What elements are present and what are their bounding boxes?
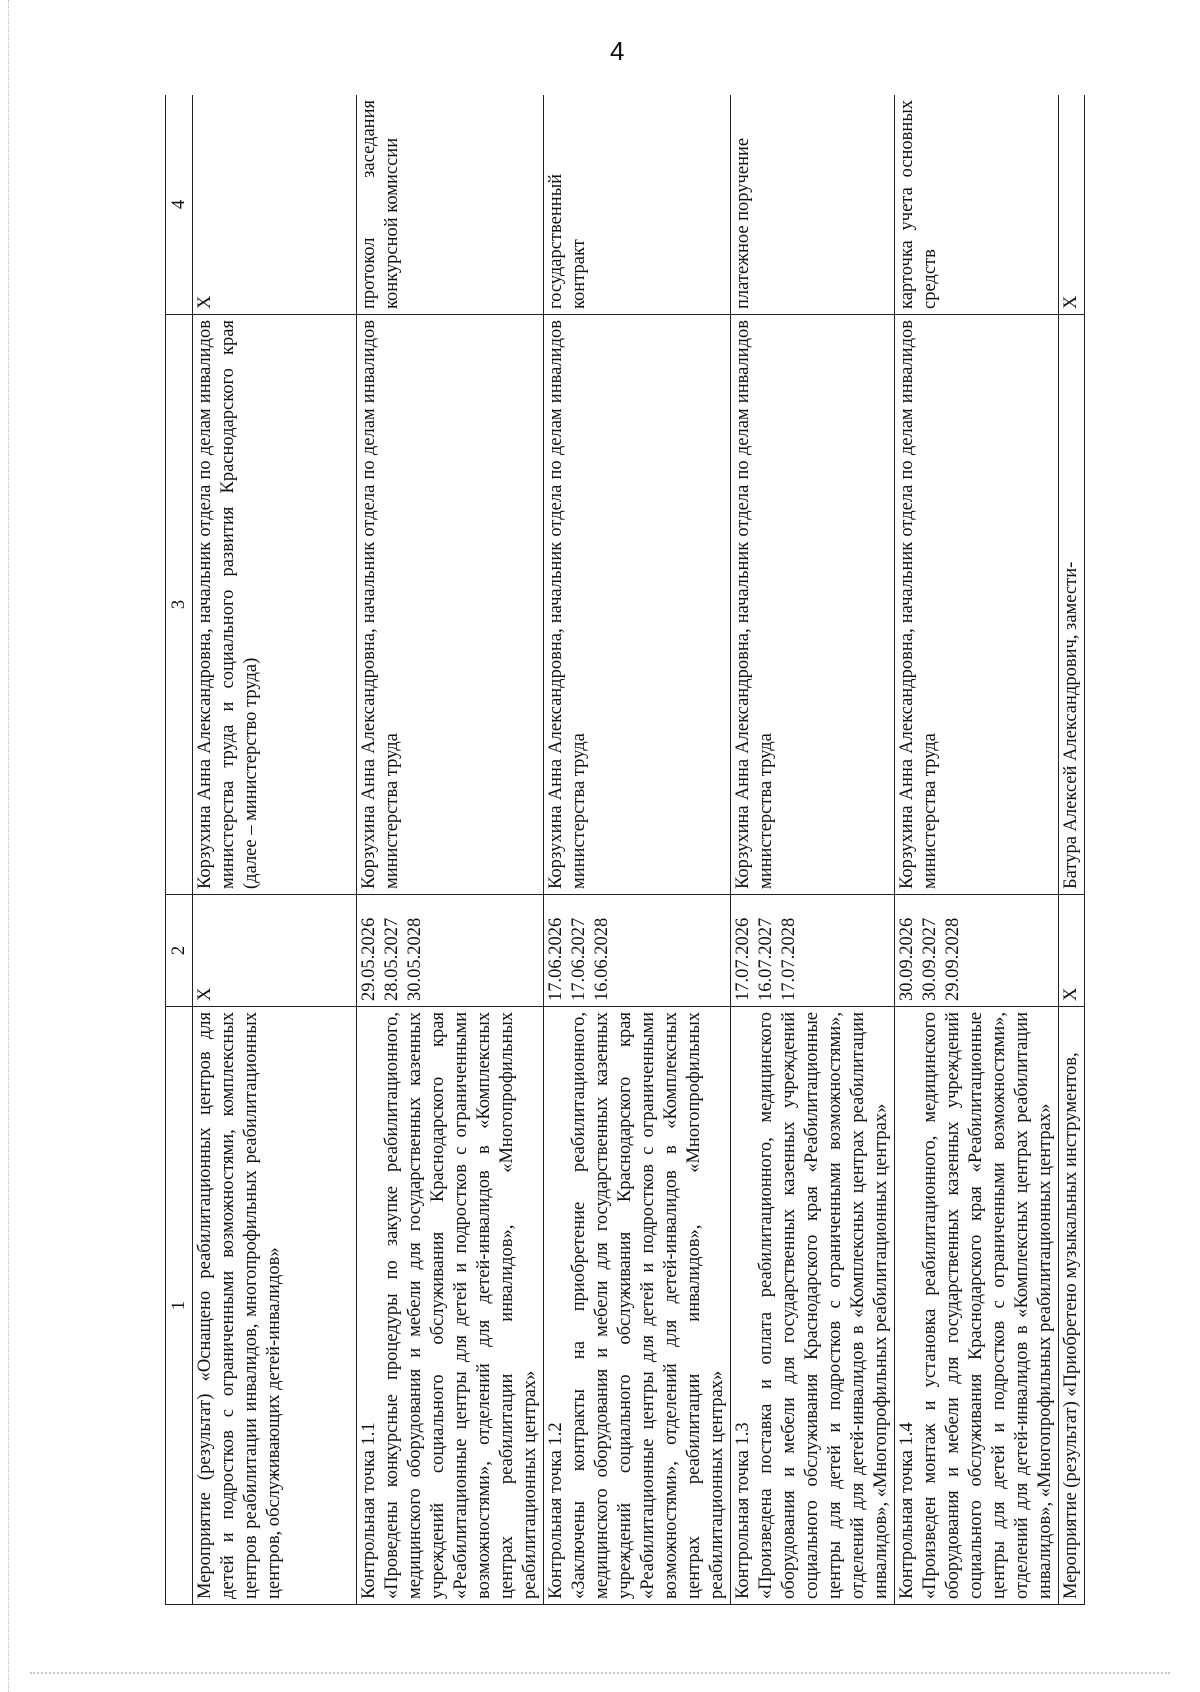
- responsible-cell: Корзухина Анна Александровна, начальник отдела по делам инвалидов министерства труда: [357, 315, 544, 895]
- table-row: [544, 95, 731, 1605]
- document-cell: государственный контракт: [544, 95, 731, 315]
- header-row: [166, 95, 193, 1605]
- event-description-cell: Мероприятие (результат) «Приобретено музыкальных инструментов,: [1059, 1007, 1085, 1605]
- event-description-cell: Контрольная точка 1.3 «Произведена поставка и оплата реабилитационного, медицинского оборудования и мебели для государственных казенных учреждений социального обслуживания Краснодарского края «Реабилитационные центры для детей и подростков с ограниченными возможностями», отделений для детей-инвалидов в «Комплексных центрах реабилитации инвалидов», «Многопрофильных реабилитационных центрах»: [731, 1007, 895, 1605]
- table-row: [895, 95, 1059, 1605]
- table-row: [357, 95, 544, 1605]
- table-row: [193, 95, 357, 1605]
- table-row: [731, 95, 895, 1605]
- event-description-cell: Контрольная точка 1.4 «Произведен монтаж и установка реабилитационного, медицинского оборудования и мебели для государственных казенных учреждений социального обслуживания Краснодарского края «Реабилитационные центры для детей и подростков с ограниченными возможностями», отделений для детей-инвалидов в «Комплексных центрах реабилитации инвалидов», «Многопрофильных реабилитационных центрах»: [895, 1007, 1059, 1605]
- plan-table: [165, 95, 1085, 1605]
- table-container: [165, 95, 1085, 1605]
- deadline-cell: 17.06.2026 17.06.2027 16.06.2028: [544, 895, 731, 1007]
- responsible-cell: Корзухина Анна Александровна, начальник отдела по делам инвалидов министерства труда: [731, 315, 895, 895]
- column-header-3: 3: [166, 315, 193, 895]
- responsible-cell: Корзухина Анна Александровна, начальник отдела по делам инвалидов министерства труда: [895, 315, 1059, 895]
- event-description-cell: Контрольная точка 1.2 «Заключены контракты на приобретение реабилитационного, медицинского оборудования и мебели для государственных казенных учреждений социального обслуживания Краснодарского края «Реабилитационные центры для детей и подростков с ограниченными возможностями», отделений для детей-инвалидов в «Комплексных центрах реабилитации инвалидов», «Многопрофильных реабилитационных центрах»: [544, 1007, 731, 1605]
- event-description-cell: Контрольная точка 1.1 «Проведены конкурсные процедуры по закупке реабилитационного, медицинского оборудования и мебели для государственных казенных учреждений социального обслуживания Краснодарского края «Реабилитационные центры для детей и подростков с ограниченными возможностями», отделений для детей-инвалидов в «Комплексных центрах реабилитации инвалидов», «Многопрофильных реабилитационных центрах»: [357, 1007, 544, 1605]
- scan-bottom-artifact: [30, 1672, 1170, 1674]
- document-cell: X: [193, 95, 357, 315]
- deadline-cell: X: [193, 895, 357, 1007]
- document-cell: карточка учета основных средств: [895, 95, 1059, 315]
- rotated-table-frame: [165, 95, 1085, 1605]
- document-cell: платежное поручение: [731, 95, 895, 315]
- column-header-1: 1: [166, 1007, 193, 1605]
- deadline-cell: 17.07.2026 16.07.2027 17.07.2028: [731, 895, 895, 1007]
- page-number: 4: [610, 36, 625, 66]
- event-description-cell: Мероприятие (результат) «Оснащено реабилитационных центров для детей и подростков с ограниченными возможностями, комплексных центров реабилитации инвалидов, многопрофильных реабилитационных центров, обслуживающих детей-инвалидов»: [193, 1007, 357, 1605]
- document-cell: X: [1059, 95, 1085, 315]
- document-cell: протокол заседания конкурсной комиссии: [357, 95, 544, 315]
- responsible-cell: Корзухина Анна Александровна, начальник отдела по делам инвалидов министерства труда и социального развития Краснодарского края (далее – министерство труда): [193, 315, 357, 895]
- column-header-4: 4: [166, 95, 193, 315]
- deadline-cell: 30.09.2026 30.09.2027 29.09.2028: [895, 895, 1059, 1007]
- table-row: [1059, 95, 1085, 1605]
- deadline-cell: X: [1059, 895, 1085, 1007]
- responsible-cell: Корзухина Анна Александровна, начальник отдела по делам инвалидов министерства труда: [544, 315, 731, 895]
- scan-edge-artifact: [8, 0, 9, 1692]
- responsible-cell: Батура Алексей Александрович, замести-: [1059, 315, 1085, 895]
- column-header-2: 2: [166, 895, 193, 1007]
- deadline-cell: 29.05.2026 28.05.2027 30.05.2028: [357, 895, 544, 1007]
